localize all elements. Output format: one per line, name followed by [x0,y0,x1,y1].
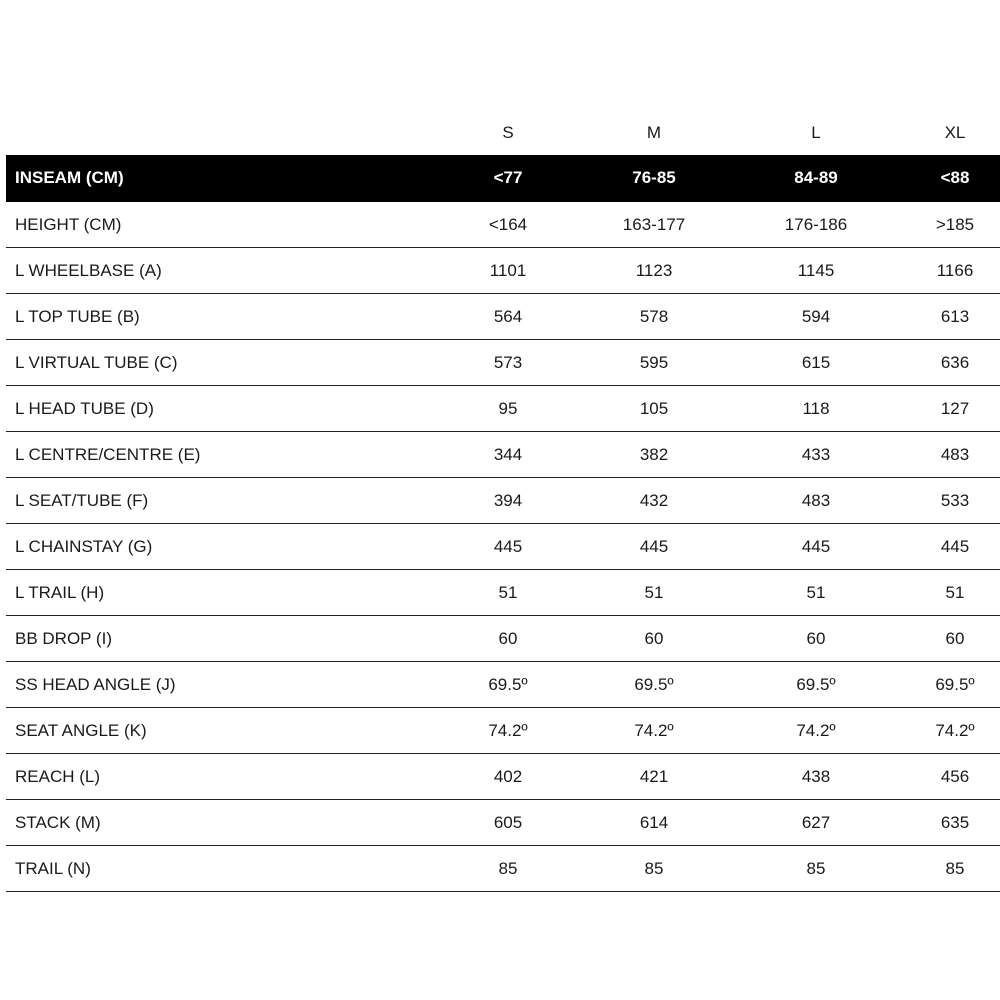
cell-m: 432 [586,478,722,524]
cell-s: 445 [430,524,586,570]
cell-xl: 533 [910,478,1000,524]
row-label: L TOP TUBE (B) [6,294,430,340]
cell-l: 627 [722,800,910,846]
row-label: L TRAIL (H) [6,570,430,616]
cell-l: 69.5º [722,662,910,708]
cell-xl: 636 [910,340,1000,386]
cell-l: 51 [722,570,910,616]
row-label: L HEAD TUBE (D) [6,386,430,432]
cell-l: 615 [722,340,910,386]
cell-l: 85 [722,846,910,892]
row-label: REACH (L) [6,754,430,800]
table-row-centre-centre [6,432,1000,478]
cell-l: 84-89 [722,155,910,202]
cell-l: 433 [722,432,910,478]
cell-m: 1123 [586,248,722,294]
cell-l: 445 [722,524,910,570]
cell-xl: 1166 [910,248,1000,294]
cell-s: 573 [430,340,586,386]
table-row-height [6,202,1000,248]
cell-s: 74.2º [430,708,586,754]
cell-s: 1101 [430,248,586,294]
cell-l: 483 [722,478,910,524]
cell-l: 118 [722,386,910,432]
cell-l: 1145 [722,248,910,294]
table-row-seat-angle [6,708,1000,754]
size-header-s: S [502,122,514,142]
table-row-reach [6,754,1000,800]
cell-xl: 127 [910,386,1000,432]
cell-m: 421 [586,754,722,800]
cell-s: 344 [430,432,586,478]
table-row-chainstay [6,524,1000,570]
cell-m: 163-177 [586,202,722,248]
table-row-seat-tube [6,478,1000,524]
row-label: SS HEAD ANGLE (J) [6,662,430,708]
cell-m: 382 [586,432,722,478]
row-label: HEIGHT (CM) [6,202,430,248]
cell-xl: >185 [910,202,1000,248]
row-label: L WHEELBASE (A) [6,248,430,294]
cell-l: 176-186 [722,202,910,248]
cell-m: 578 [586,294,722,340]
cell-m: 74.2º [586,708,722,754]
cell-m: 445 [586,524,722,570]
cell-xl: 69.5º [910,662,1000,708]
table-row-virtual-tube [6,340,1000,386]
cell-s: 564 [430,294,586,340]
row-label: L CENTRE/CENTRE (E) [6,432,430,478]
header-spacer [6,110,430,155]
size-header-m: M [646,122,662,142]
cell-xl: 445 [910,524,1000,570]
row-label: INSEAM (CM) [6,155,430,202]
row-label: L VIRTUAL TUBE (C) [6,340,430,386]
cell-s: 95 [430,386,586,432]
row-label: STACK (M) [6,800,430,846]
cell-s: 60 [430,616,586,662]
cell-m: 614 [586,800,722,846]
cell-l: 74.2º [722,708,910,754]
cell-s: 394 [430,478,586,524]
cell-s: 605 [430,800,586,846]
cell-xl: 60 [910,616,1000,662]
cell-xl: 51 [910,570,1000,616]
cell-m: 51 [586,570,722,616]
cell-s: <164 [430,202,586,248]
cell-l: 594 [722,294,910,340]
cell-m: 76-85 [586,155,722,202]
cell-m: 595 [586,340,722,386]
cell-s: 85 [430,846,586,892]
size-header-xl: XL [944,122,966,142]
cell-m: 69.5º [586,662,722,708]
table-row-wheelbase [6,248,1000,294]
cell-xl: 456 [910,754,1000,800]
size-header-row [6,110,1000,155]
table-row-top-tube [6,294,1000,340]
row-label: L CHAINSTAY (G) [6,524,430,570]
row-label: SEAT ANGLE (K) [6,708,430,754]
row-label: BB DROP (I) [6,616,430,662]
cell-xl: 635 [910,800,1000,846]
table-row-stack [6,800,1000,846]
cell-s: 51 [430,570,586,616]
cell-l: 438 [722,754,910,800]
cell-s: <77 [430,155,586,202]
cell-xl: <88 [910,155,1000,202]
table-row-trail [6,846,1000,892]
table-row-bb-drop [6,616,1000,662]
cell-xl: 483 [910,432,1000,478]
cell-s: 402 [430,754,586,800]
cell-xl: 613 [910,294,1000,340]
table-row-l-trail [6,570,1000,616]
table-row-head-angle [6,662,1000,708]
cell-m: 105 [586,386,722,432]
table-row-head-tube [6,386,1000,432]
cell-l: 60 [722,616,910,662]
row-label: TRAIL (N) [6,846,430,892]
cell-xl: 74.2º [910,708,1000,754]
row-label: L SEAT/TUBE (F) [6,478,430,524]
cell-m: 60 [586,616,722,662]
size-header-l: L [811,122,821,142]
cell-xl: 85 [910,846,1000,892]
table-row-inseam [6,155,1000,202]
cell-m: 85 [586,846,722,892]
cell-s: 69.5º [430,662,586,708]
geometry-table [6,110,1000,892]
